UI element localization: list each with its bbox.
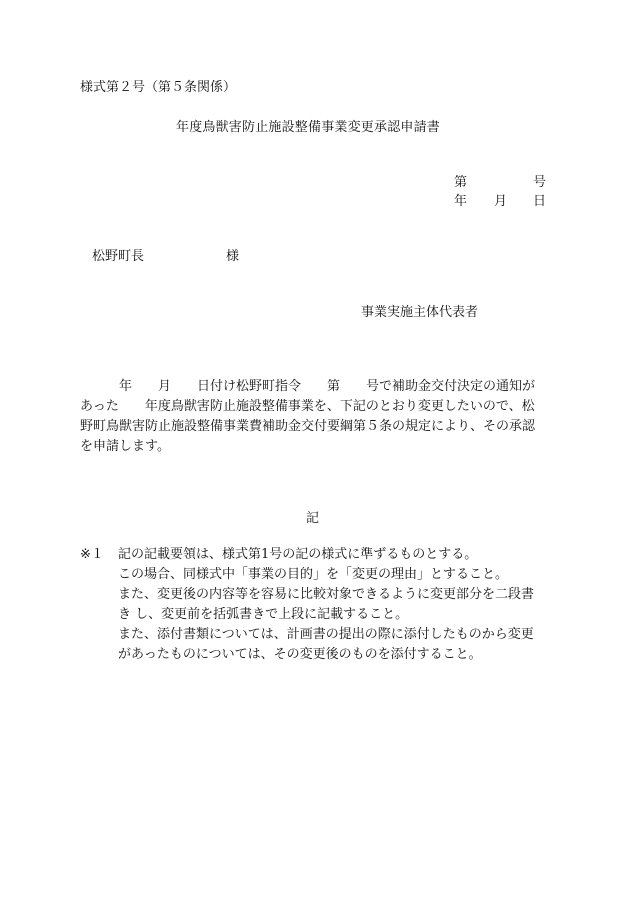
body-line: 年 月 日付け松野町指令 第 号で補助金交付決定の通知が (80, 379, 536, 394)
date-line (454, 195, 546, 247)
note-line: があったものについては、その変更後のものを添付すること。 (118, 647, 482, 662)
number-prefix: 第 (454, 175, 468, 190)
note-line: この場合、同様式中「事業の目的」を「変更の理由」とすること。 (118, 567, 509, 582)
addressee-honorific: 様 (226, 249, 240, 264)
body-line: 野町鳥獣害防止施設整備事業費補助金交付要綱第５条の規定により、その承認 (80, 419, 536, 434)
applicant-label: 事業実施主体代表者 (361, 305, 479, 320)
note-mark: ※１ (80, 547, 104, 562)
body-line: あった 年度鳥獣害防止施設整備事業を、下記のとおり変更したいので、松 (80, 399, 535, 414)
note-line: 記の記載要領は、様式第1号の記の様式に準ずるものとする。 (118, 547, 478, 562)
body-line: を申請します。 (80, 439, 170, 454)
ki-heading: 記 (306, 511, 320, 526)
note-line: き し、変更前を括弧書きで上段に記載すること。 (118, 607, 409, 622)
document-title: 年度鳥獣害防止施設整備事業変更承認申請書 (176, 120, 441, 135)
date-day: 日 (533, 194, 547, 209)
number-suffix: 号 (533, 175, 547, 190)
note-line: また、添付書類については、計画書の提出の際に添付したものから変更 (118, 627, 534, 642)
addressee-name: 松野町長 (92, 249, 145, 264)
note-line: また、変更後の内容等を容易に比較対象できるように変更部分を二段書 (118, 587, 535, 602)
form-number: 様式第２号（第５条関係） (80, 80, 237, 95)
date-year: 年 (454, 194, 468, 209)
date-month: 月 (494, 194, 508, 209)
